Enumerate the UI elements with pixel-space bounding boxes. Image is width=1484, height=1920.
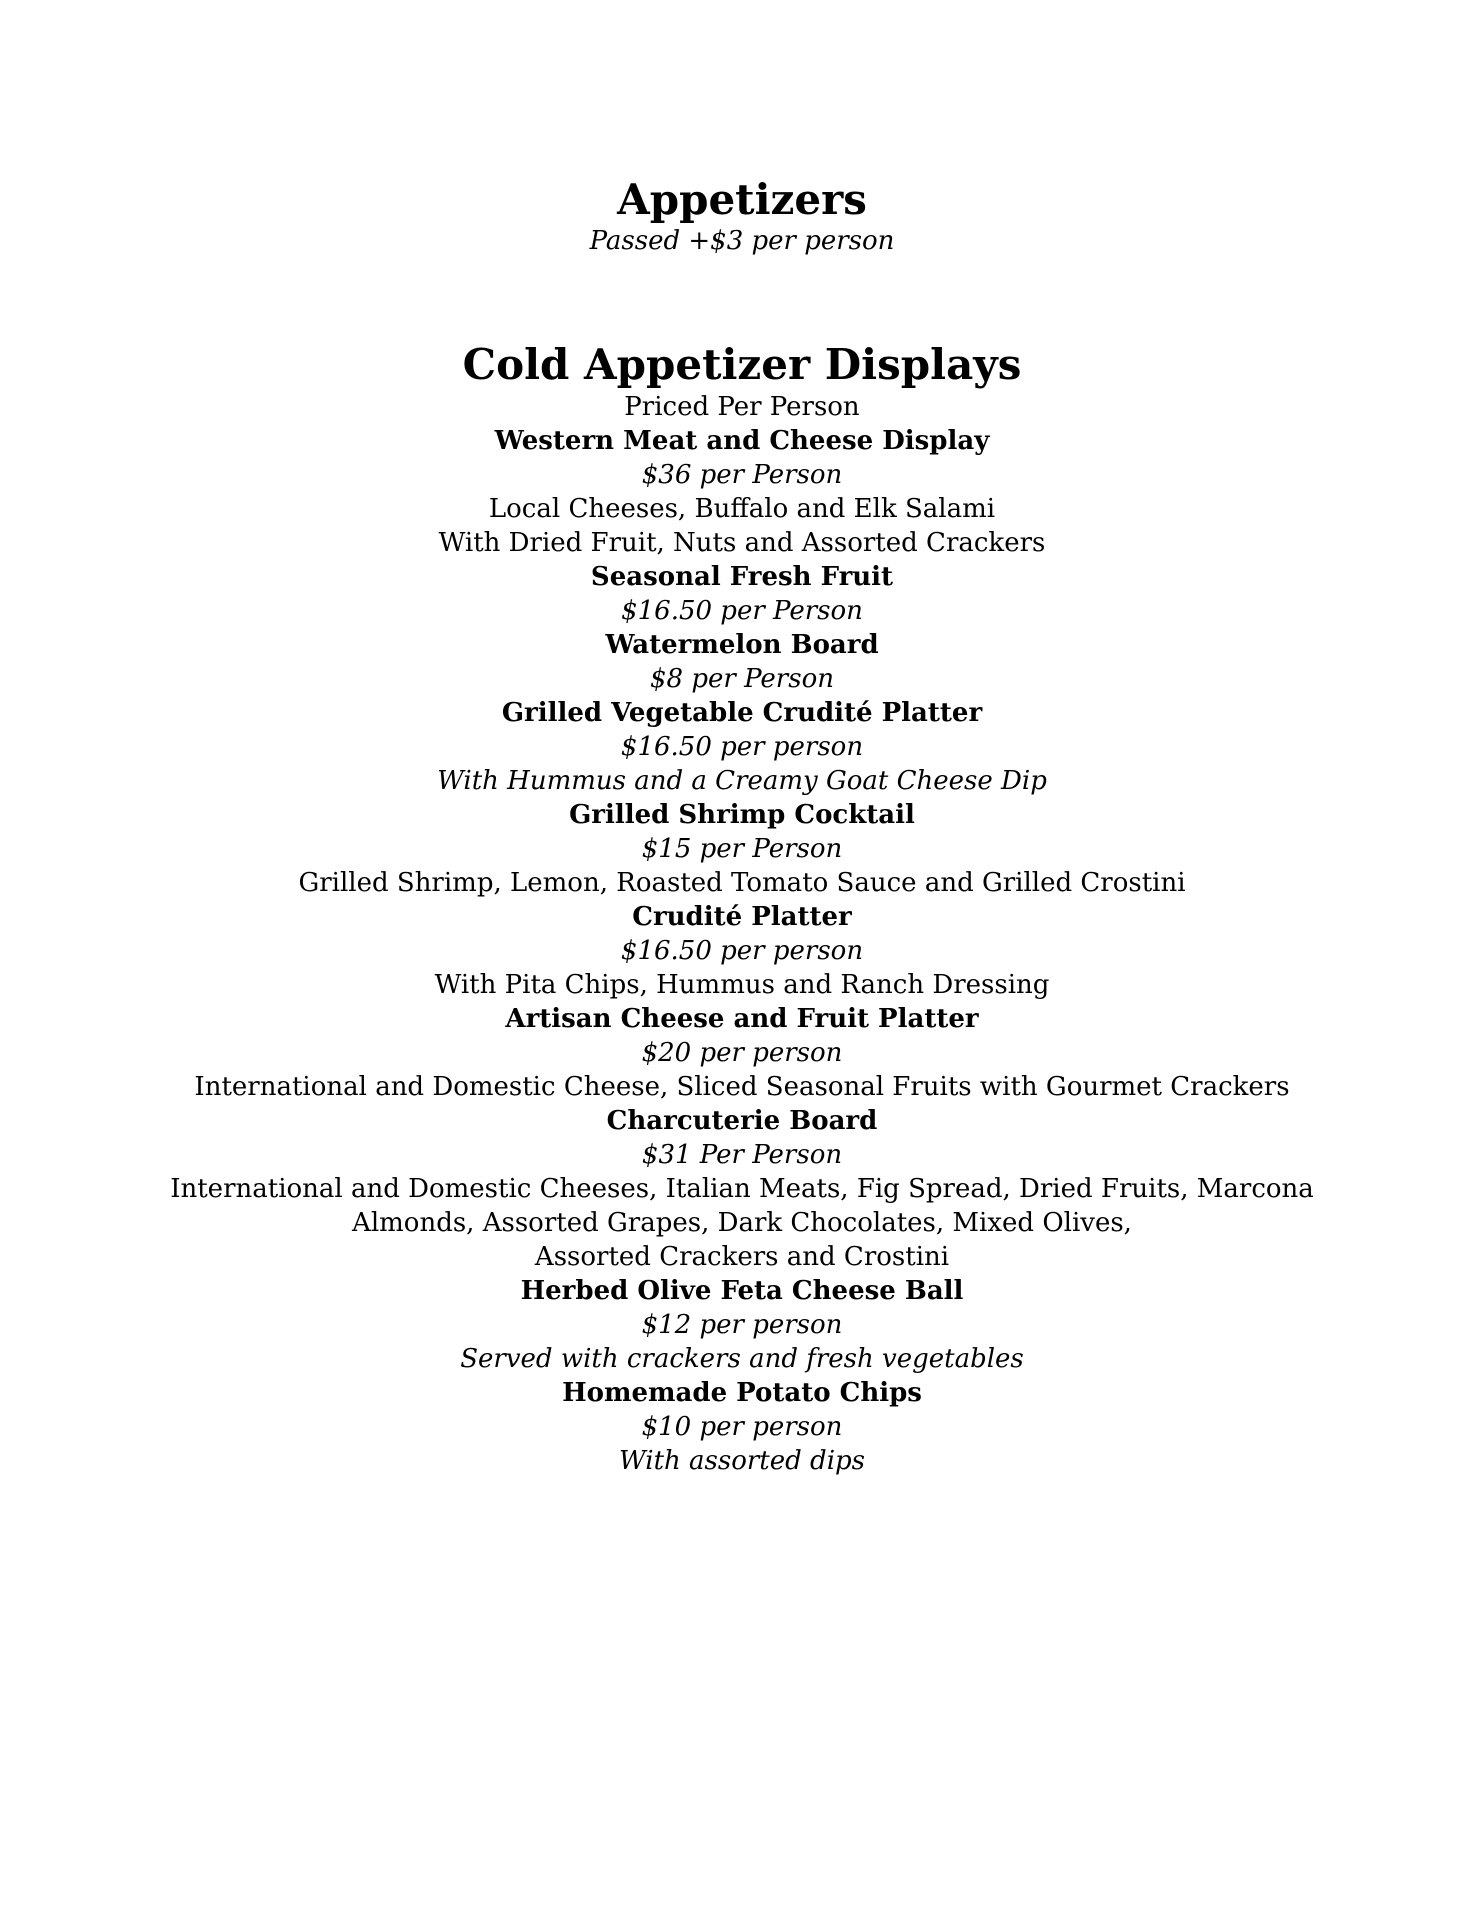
menu-item-name: Homemade Potato Chips bbox=[562, 1378, 922, 1408]
menu-item-description: International and Domestic Cheeses, Italian Meats, Fig Spread, Dried Fruits, Marcona bbox=[170, 1174, 1314, 1204]
menu-item bbox=[0, 1104, 1484, 1274]
menu-item-price: $31 Per Person bbox=[641, 1140, 843, 1170]
menu-item-description: With Dried Fruit, Nuts and Assorted Crackers bbox=[438, 528, 1046, 558]
menu-item bbox=[0, 424, 1484, 560]
menu-item-name: Western Meat and Cheese Display bbox=[494, 426, 990, 456]
menu-item-price: $16.50 per person bbox=[620, 936, 864, 966]
section-title: Cold Appetizer Displays bbox=[462, 340, 1022, 389]
menu-item bbox=[0, 1002, 1484, 1104]
menu-item-description: Local Cheeses, Buffalo and Elk Salami bbox=[488, 494, 996, 524]
menu-item-name: Artisan Cheese and Fruit Platter bbox=[505, 1004, 979, 1034]
menu-item-name: Grilled Vegetable Crudité Platter bbox=[501, 698, 983, 728]
menu-item-description: With Hummus and a Creamy Goat Cheese Dip bbox=[437, 766, 1047, 796]
menu-item-price: $20 per person bbox=[641, 1038, 843, 1068]
menu-item-name: Crudité Platter bbox=[632, 902, 852, 932]
menu-item-price: $16.50 per person bbox=[620, 732, 864, 762]
menu-item-description: Served with crackers and fresh vegetables bbox=[460, 1344, 1024, 1374]
menu-item bbox=[0, 900, 1484, 1002]
menu-item bbox=[0, 628, 1484, 696]
menu-item-description: With assorted dips bbox=[619, 1446, 865, 1476]
menu-item-description: Almonds, Assorted Grapes, Dark Chocolates, Mixed Olives, bbox=[352, 1208, 1132, 1238]
menu-item-name: Herbed Olive Feta Cheese Ball bbox=[520, 1276, 964, 1306]
menu-content bbox=[0, 176, 1484, 1478]
menu-item-price: $8 per Person bbox=[650, 664, 834, 694]
menu-item bbox=[0, 1274, 1484, 1376]
menu-item-name: Charcuterie Board bbox=[606, 1106, 878, 1136]
menu-item bbox=[0, 1376, 1484, 1478]
menu-item-price: $16.50 per Person bbox=[621, 596, 863, 626]
menu-item-description: Grilled Shrimp, Lemon, Roasted Tomato Sauce and Grilled Crostini bbox=[298, 868, 1186, 898]
menu-item-description: With Pita Chips, Hummus and Ranch Dressing bbox=[434, 970, 1050, 1000]
menu-item-name: Grilled Shrimp Cocktail bbox=[569, 800, 915, 830]
menu-item-price: $15 per Person bbox=[641, 834, 843, 864]
menu-item-description: International and Domestic Cheese, Sliced Seasonal Fruits with Gourmet Crackers bbox=[194, 1072, 1290, 1102]
section-spacer bbox=[0, 258, 1484, 340]
section-note: Priced Per Person bbox=[624, 392, 860, 422]
menu-item bbox=[0, 560, 1484, 628]
menu-item-name: Seasonal Fresh Fruit bbox=[590, 562, 894, 592]
menu-item bbox=[0, 798, 1484, 900]
menu-item-name: Watermelon Board bbox=[605, 630, 879, 660]
passed-note: Passed +$3 per person bbox=[589, 226, 895, 256]
menu-item-price: $36 per Person bbox=[641, 460, 843, 490]
page-title: Appetizers bbox=[617, 175, 867, 224]
menu-item-price: $10 per person bbox=[641, 1412, 843, 1442]
menu-item-description: Assorted Crackers and Crostini bbox=[534, 1242, 950, 1272]
menu-item bbox=[0, 696, 1484, 798]
menu-item-price: $12 per person bbox=[641, 1310, 843, 1340]
